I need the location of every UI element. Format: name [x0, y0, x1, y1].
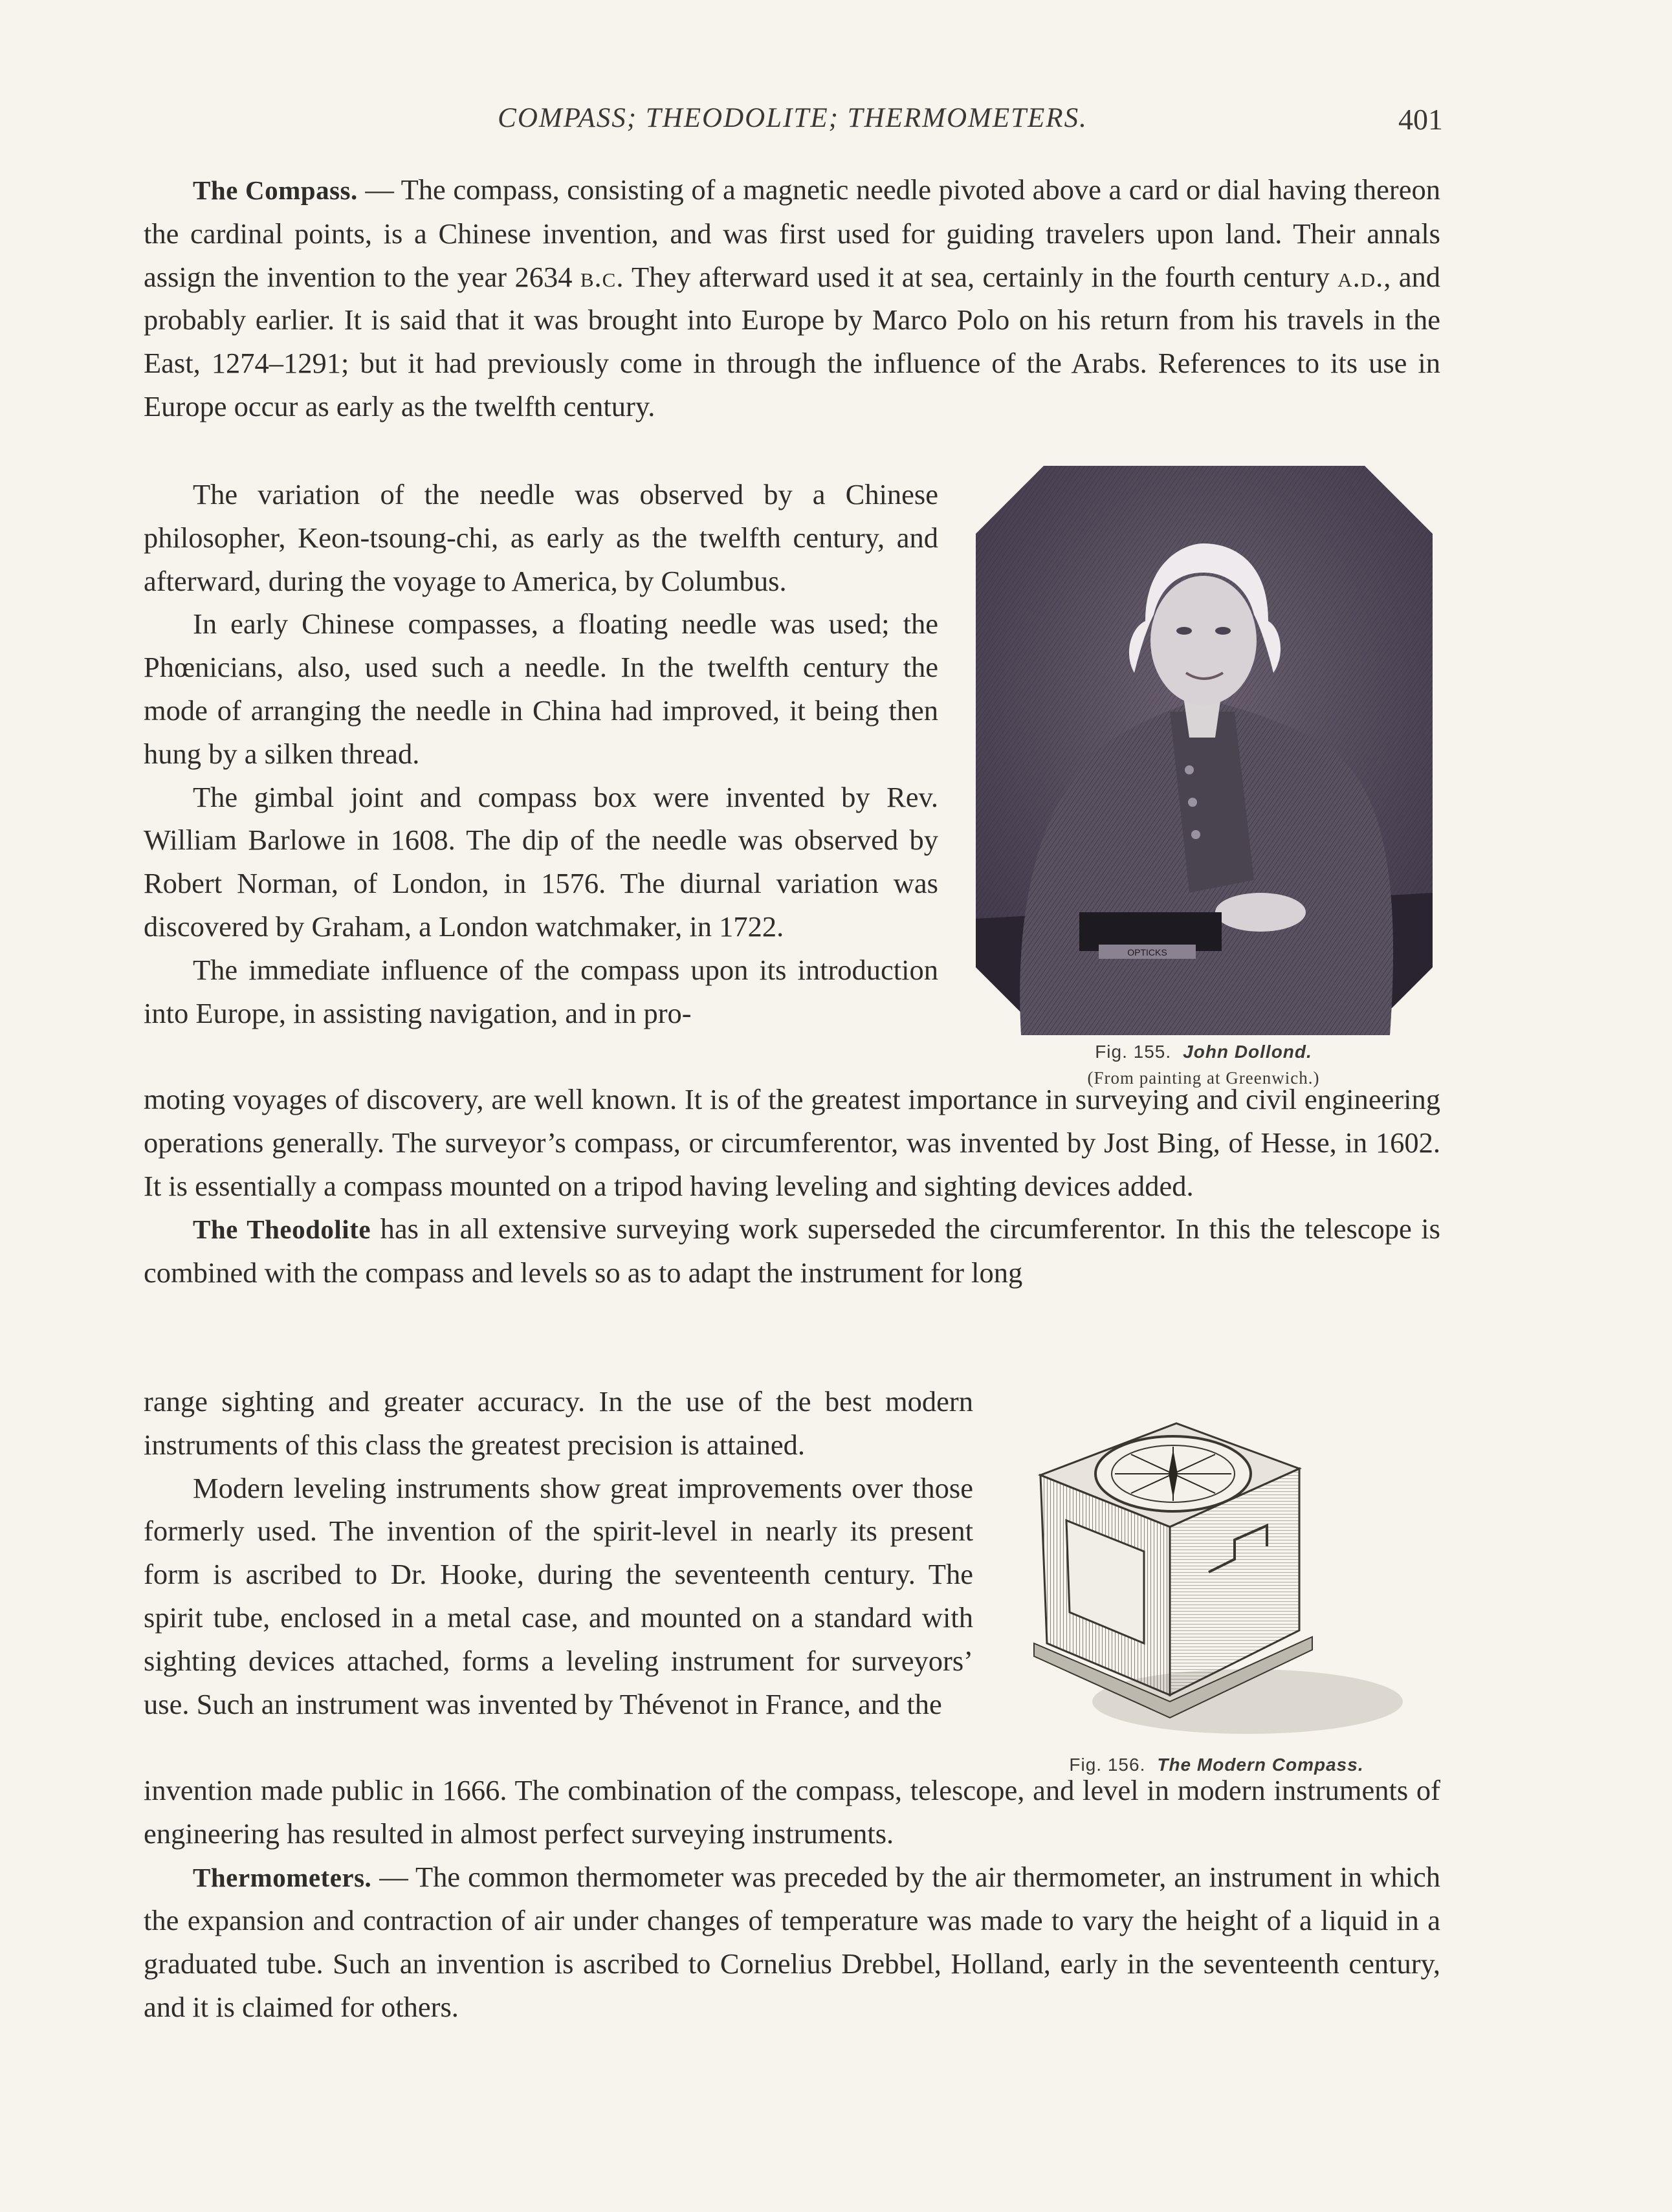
page-number: 401 [1398, 103, 1443, 136]
figure-155-portrait [976, 466, 1433, 1035]
compass-continuation [144, 1078, 1440, 1295]
closing-block [144, 1769, 1440, 2029]
running-head [142, 102, 1443, 141]
portrait-illustration [976, 466, 1433, 1035]
figure-155-name: John Dollond. [1183, 1042, 1312, 1062]
compass-text-1a: — The compass, consisting of a magnetic needle pivoted above a card or dial having thereon the cardinal points, is a Chinese invention, and was first used for guiding travelers upon land. Their annals assign the invention to the year 2634 [144, 173, 1440, 293]
figure-156-compass [1015, 1397, 1403, 1747]
figure-156-name: The Modern Compass. [1157, 1755, 1364, 1775]
compass-text-1c: , and probably earlier. It is said that it was brought into Europe by Marco Polo on his return from his travels in the East, 1274–1291; but it had previously come in through the influence of the Arabs. References to its use in Europe occur as early as the twelfth century. [144, 260, 1440, 422]
theodolite-narrow-column [144, 1380, 973, 1725]
figure-156-number: Fig. 156. [1069, 1755, 1146, 1775]
theodolite-heading: The Theodolite [193, 1214, 371, 1245]
compass-text-1b: They afterward used it at sea, certainly in the fourth century [624, 260, 1338, 293]
thermometers-text-1: — The common thermometer was preceded by the air thermometer, an instrument in which the expansion and contraction of air under changes of temperature was made to vary the height of a liquid in a graduated tube. Such an invention is ascribed to Cornelius Drebbel, Holland, early in the seventeenth century, and it is claimed for others. [144, 1860, 1440, 2023]
compass-paragraph-5a: The immediate influence of the compass upon its introduction into Europe, in assisting navigation, and in pro- [144, 953, 938, 1029]
compass-heading: The Compass. [193, 175, 358, 205]
book-spine-label: OPTICKS [1127, 947, 1167, 958]
theodolite-paragraph-1b: range sighting and greater accuracy. In the use of the best modern instruments of this class the greatest precision is attained. [144, 1385, 973, 1461]
theodolite-paragraph-2b: invention made public in 1666. The combination of the compass, telescope, and level in modern instruments of engineering has resulted in almost perfect surveying instruments. [144, 1774, 1440, 1850]
figure-155-source: (From painting at Greenwich.) [1087, 1068, 1320, 1088]
compass-ad: a.d. [1337, 260, 1384, 293]
compass-paragraph-1 [144, 168, 1440, 428]
figure-155-number: Fig. 155. [1095, 1042, 1172, 1062]
compass-narrow-column [144, 473, 938, 1035]
thermometers-heading: Thermometers. [193, 1862, 372, 1892]
theodolite-text-1a: has in all extensive surveying work superseded the circumferentor. In this the telescope is combined with the compass and levels so as to adapt the instrument for long [144, 1212, 1440, 1289]
compass-paragraph-3: In early Chinese compasses, a floating needle was used; the Phœnicians, also, used such a needle. In the twelfth century the mode of arranging the needle in China had improved, it being then hung by a silken thread. [144, 608, 938, 770]
compass-paragraph-4: The gimbal joint and compass box were invented by Rev. William Barlowe in 1608. The dip of the needle was observed by Robert Norman, of London, in 1576. The diurnal variation was discovered by Graham, a London watchmaker, in 1722. [144, 780, 938, 943]
running-title: COMPASS; THEODOLITE; THERMOMETERS. [498, 103, 1088, 133]
compass-paragraph-5b: moting voyages of discovery, are well known. It is of the greatest importance in surveying and civil engineering operations generally. The surveyor’s compass, or circumferentor, was invented by Jost Bing, of Hesse, in 1602. It is essentially a compass mounted on a tripod having leveling and sighting devices added. [144, 1083, 1440, 1202]
compass-bc: b.c. [580, 260, 624, 293]
compass-paragraph-2: The variation of the needle was observed by a Chinese philosopher, Keon-tsoung-chi, as early as the twelfth century, and afterward, during the voyage to America, by Columbus. [144, 478, 938, 597]
theodolite-paragraph-2a: Modern leveling instruments show great improvements over those formerly used. The invention of the spirit-level in nearly its present form is ascribed to Dr. Hooke, during the seventeenth century. The spirit tube, enclosed in a metal case, and mounted on a standard with sighting devices attached, forms a leveling instrument for surveyors’ use. Such an instrument was invented by Thévenot in France, and the [144, 1471, 973, 1720]
compass-illustration [1015, 1397, 1403, 1747]
